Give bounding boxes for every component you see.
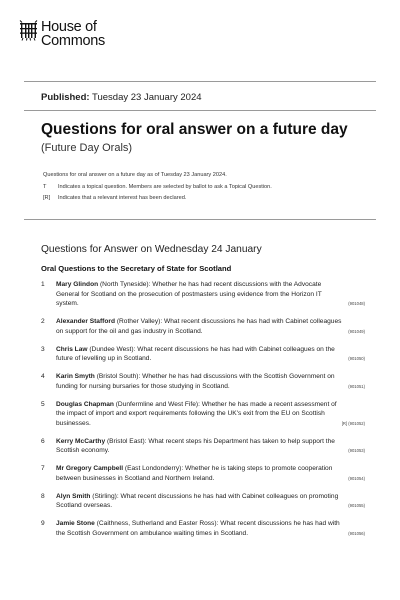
member-name: Chris Law [56, 345, 88, 353]
constituency: (Bristol South): [96, 373, 141, 380]
question-item [41, 492, 365, 511]
member-name: Mr Gregory Campbell [56, 465, 124, 472]
member-name: Alexander Stafford [56, 318, 115, 325]
member-name: Mary Glindon [56, 281, 99, 288]
member-name: Douglas Chapman [56, 400, 114, 408]
member-name: Karin Smyth [56, 373, 95, 380]
question-number: 2 [41, 318, 45, 325]
member-name: Jamie Stone [56, 520, 95, 527]
question-text: What recent steps his Department has taken to help support the Scottish economy. [56, 437, 335, 454]
key-text: Indicates a topical question. Members are selected by ballot to ask a Topical Question. [58, 183, 272, 190]
divider-intro [24, 219, 376, 220]
question-text: What recent discussions he has had with Cabinet colleagues on promoting Scotland overseas. [56, 492, 339, 509]
question-ref: (901049) [348, 328, 365, 334]
question-number: 8 [41, 492, 45, 500]
constituency: (North Tyneside): [99, 281, 151, 288]
question-text-block [56, 372, 346, 391]
intro-line: Questions for oral answer on a future day as of Tuesday 23 January 2024. [43, 172, 227, 178]
member-name: Alyn Smith [56, 492, 91, 500]
divider-published [24, 110, 376, 111]
question-number: 6 [41, 437, 45, 445]
divider-top [24, 81, 376, 82]
constituency: (Bristol East): [106, 437, 147, 445]
question-number: 7 [41, 465, 45, 472]
constituency: (Dunfermline and West Fife): [115, 400, 200, 408]
question-ref: (901055) [348, 503, 365, 508]
logo-text [41, 20, 105, 48]
constituency: (Rother Valley): [116, 318, 163, 325]
question-ref: (901053) [348, 448, 365, 453]
question-text-block [56, 345, 346, 364]
question-item [41, 345, 365, 364]
constituency: (Caithness, Sutherland and Easter Ross): [96, 520, 219, 527]
portcullis-icon [19, 20, 38, 41]
question-ref: (901051) [348, 383, 365, 389]
question-text: What recent discussions he has had with the Scottish Government on ambulance waiting times in Scotland. [56, 520, 340, 537]
published-label: Published: [41, 92, 90, 103]
constituency: (East Londonderry): [124, 465, 184, 472]
constituency: (Dundee West): [89, 345, 136, 353]
question-text-block [56, 280, 346, 309]
question-item [41, 280, 365, 309]
question-ref: (901048) [348, 301, 365, 306]
member-name: Kerry McCarthy [56, 437, 106, 445]
key-text: Indicates that a relevant interest has been declared. [58, 195, 187, 201]
question-number: 3 [41, 345, 45, 353]
section-heading: Questions for Answer on Wednesday 24 January [41, 244, 262, 255]
question-item [41, 437, 365, 456]
question-ref: [R] (901052) [341, 420, 365, 426]
question-number: 1 [41, 281, 45, 288]
question-number: 5 [41, 400, 45, 408]
document-subtitle: (Future Day Orals) [41, 142, 133, 154]
question-text: Whether he has had discussions with the Scottish Government on funding for nursing bursaries for those studying in Scotland. [56, 373, 335, 390]
key-symbol: T [43, 183, 47, 190]
constituency: (Stirling): [92, 492, 119, 500]
question-text-block [56, 464, 346, 483]
question-text: What recent discussions he has had with Cabinet colleagues on support for the oil and gas industry in Scotland. [56, 318, 342, 335]
question-item [41, 519, 365, 538]
question-ref: (901050) [348, 356, 365, 361]
logo-line-2: Commons [41, 33, 105, 49]
intro-block [43, 170, 272, 205]
question-item [41, 464, 365, 483]
published-line [41, 92, 202, 103]
question-number: 9 [41, 520, 45, 527]
question-ref: (901054) [348, 475, 365, 481]
question-text-block [56, 519, 346, 538]
questions-list [41, 280, 365, 547]
key-row-topical [43, 182, 272, 194]
published-date: Tuesday 23 January 2024 [92, 92, 202, 103]
question-text-block [56, 317, 346, 336]
question-item [41, 400, 365, 429]
key-symbol: [R] [43, 195, 51, 201]
question-text: Whether he has made a recent assessment of the impact of import and export requirements following the UK's exit from the EU on Scottish businesses. [56, 400, 337, 427]
question-item [41, 372, 365, 391]
question-text: Whether he has had recent discussions with the Advocate General for Scotland on the prosecution of postmasters using evidence from the Horizon IT system. [56, 281, 322, 307]
question-text: Whether he is taking steps to promote cooperation between businesses in Scotland and Northern Ireland. [56, 465, 333, 482]
question-text: What recent discussions he has had with Cabinet colleagues on the future of levelling up in Scotland. [56, 345, 335, 362]
question-item [41, 317, 365, 336]
question-number: 4 [41, 373, 45, 380]
question-ref: (901056) [348, 530, 365, 536]
question-text-block [56, 437, 346, 456]
document-title: Questions for oral answer on a future day [41, 121, 348, 138]
logo-line-1: House of [41, 19, 97, 35]
question-text-block [56, 400, 346, 429]
house-of-commons-logo [19, 20, 105, 48]
section-subheading: Oral Questions to the Secretary of State for Scotland [41, 264, 232, 273]
key-row-interest [43, 193, 272, 205]
question-text-block [56, 492, 346, 511]
